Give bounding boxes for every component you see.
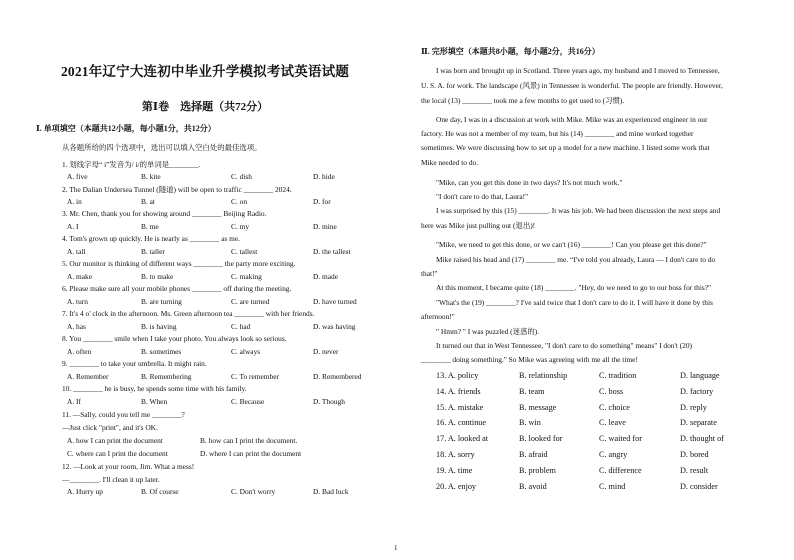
cloze-option: C. waited for xyxy=(599,434,642,444)
cloze-option: B. problem xyxy=(519,465,556,475)
passage-line: Mike raised his head and (17) ________ me. “I've told you already, Laura — I don't care to do xyxy=(436,254,716,264)
question-stem: 6. Please make sure all your mobile phones ________ off during the meeting. xyxy=(62,284,292,293)
cloze-option: 16. A. continue xyxy=(436,418,487,428)
option: D. the tallest xyxy=(313,247,351,256)
option: A. I xyxy=(67,222,79,231)
passage-line: "Mike, we need to get this done, or we can't (16) ________! Can you please get this done?" xyxy=(436,240,707,250)
option: B. how can I print the document. xyxy=(200,436,298,445)
option: C. on xyxy=(231,197,248,206)
option: D. made xyxy=(313,272,339,281)
passage-line: factory. He was not a member of my team, but his (14) ________ and mine worked together xyxy=(421,128,694,138)
cloze-option: D. consider xyxy=(680,481,718,491)
option: D. for xyxy=(313,197,331,206)
cloze-option: C. boss xyxy=(599,386,624,396)
cloze-option: B. avoid xyxy=(519,481,547,491)
cloze-option: C. difference xyxy=(599,465,642,475)
passage-line: the local (13) ________ took me a few months to get used to (习惯). xyxy=(421,95,625,105)
passage-line: It turned out that in West Tennessee, "I don't care to do something" means" I don't (20) xyxy=(436,340,693,350)
cloze-option: D. language xyxy=(680,371,720,380)
cloze-option: C. angry xyxy=(599,450,628,459)
option: B. taller xyxy=(141,247,165,256)
option: A. five xyxy=(67,172,88,181)
option: A. tall xyxy=(67,247,86,256)
option: B. sometimes xyxy=(141,347,182,356)
cloze-option: 18. A. sorry xyxy=(436,450,475,459)
option: D. mine xyxy=(313,222,337,231)
option: A. turn xyxy=(67,297,88,306)
question-stem: 3. Mr. Chen, thank you for showing around ________ Beijing Radio. xyxy=(62,209,267,218)
cloze-option: 14. A. friends xyxy=(436,386,481,396)
page-number: 1 xyxy=(394,544,398,552)
option: C. dish xyxy=(231,172,252,181)
cloze-option: D. reply xyxy=(680,402,707,412)
option: D. hide xyxy=(313,172,335,181)
passage-line: that!" xyxy=(421,269,438,278)
cloze-option: C. tradition xyxy=(599,371,637,380)
option: B. me xyxy=(141,222,159,231)
passage-line: here was Mike just pulling out (退出)! xyxy=(421,221,536,231)
option: B. kite xyxy=(141,172,161,181)
section1-heading: Ⅰ. 单项填空（本题共12小题，每小题1分，共12分） xyxy=(36,124,216,133)
option: C. my xyxy=(231,222,250,231)
option: D. Remembered xyxy=(313,372,362,381)
cloze-option: B. afraid xyxy=(519,450,548,459)
cloze-option: D. result xyxy=(680,465,709,475)
cloze-option: 20. A. enjoy xyxy=(436,481,477,491)
option: D. have turned xyxy=(313,297,357,306)
option: D. where I can print the document xyxy=(200,449,302,458)
cloze-option: C. mind xyxy=(599,481,626,491)
passage-line: "Mike, can you get this done in two days? It's not much work." xyxy=(436,177,623,187)
question-stem: 1. 划线字母“ i”发音为/ i/的单词是________. xyxy=(62,160,201,169)
option: B. Remembering xyxy=(141,372,192,381)
cloze-option: B. win xyxy=(519,418,541,428)
cloze-option: D. thought of xyxy=(680,434,724,444)
question-stem: 4. Tom's grown up quickly. He is nearly as ________ as me. xyxy=(62,234,240,243)
exam-title: 2021年辽宁大连初中毕业升学模拟考试英语试题 xyxy=(60,64,350,79)
passage-line: At this moment, I became quite (18) ________. "Hey, do we need to go to our boss for this?" xyxy=(436,283,712,293)
question-stem: 12. —Look at your room, Jim. What a mess! xyxy=(62,462,195,471)
option: C. tallest xyxy=(231,247,258,256)
question-reply: —________. I'll clean it up later. xyxy=(62,475,160,484)
question-stem: 8. You ________ smile when I take your photo. You always look so serious. xyxy=(62,334,287,343)
cloze-option: C. choice xyxy=(599,402,630,412)
cloze-option: B. relationship xyxy=(519,371,568,380)
passage-line: Mike needed to do. xyxy=(421,157,479,167)
option: A. often xyxy=(67,347,92,356)
passage-line: U. S. A. for work. The landscape (风景) in Tennessee is wonderful. The people are friendly. However, xyxy=(421,81,723,91)
option: A. in xyxy=(67,197,82,206)
question-stem: 5. Our monitor is thinking of different ways ________ the party more exciting. xyxy=(62,259,296,268)
option: A. how I can print the document xyxy=(67,436,163,445)
option: C. Don't worry xyxy=(231,487,276,496)
passage-line: "What's the (19) ________? I've said twice that I don't care to do it. I will have it done by this xyxy=(436,297,713,307)
passage-line: One day, I was in a discussion at work with Mike. Mike was an experienced engineer in our xyxy=(436,114,708,124)
option: C. had xyxy=(231,322,251,331)
option: A. has xyxy=(67,322,86,331)
option: C. where can I print the document xyxy=(67,449,168,458)
cloze-option: 15. A. mistake xyxy=(436,402,484,412)
option: B. to make xyxy=(141,272,174,281)
passage-line: ________ doing something." So Mike was agreeing with me all the time! xyxy=(421,354,638,364)
cloze-option: 13. A. policy xyxy=(436,371,479,380)
option: C. always xyxy=(231,347,261,356)
option: C. making xyxy=(231,272,262,281)
option: C. To remember xyxy=(231,372,279,381)
cloze-option: B. message xyxy=(519,402,557,412)
cloze-option: B. team xyxy=(519,386,545,396)
passage-line: sometimes. We were discussing how to set up a model for a new machine. I listed some work that xyxy=(421,143,710,153)
option: A. make xyxy=(67,272,93,281)
cloze-option: B. looked for xyxy=(519,434,563,444)
section2-heading: Ⅱ. 完形填空（本题共8小题，每小题2分，共16分） xyxy=(421,47,600,56)
option: D. Bad luck xyxy=(313,487,349,496)
question-stem: 11. —Sally, could you tell me ________? xyxy=(62,410,185,419)
option: A. If xyxy=(67,397,81,406)
question-reply: —Just click "print", and it's OK. xyxy=(62,423,158,432)
cloze-option: 17. A. looked at xyxy=(436,434,489,444)
passage-line: afternoon!" xyxy=(421,311,455,321)
passage-line: " Hmm? " I was puzzled (迷惑的). xyxy=(436,327,540,337)
cloze-option: 19. A. time xyxy=(436,465,473,475)
question-stem: 10. ________ he is busy, he spends some time with his family. xyxy=(62,384,247,393)
passage-line: "I don't care to do that, Laura!" xyxy=(436,191,529,201)
option: A. Hurry up xyxy=(67,487,103,496)
section1-instruction: 从各题所给的四个选项中，选出可以填入空白处的最佳选项。 xyxy=(62,143,262,152)
cloze-option: D. bored xyxy=(680,450,709,459)
passage-line: I was born and brought up in Scotland. Three years ago, my husband and I moved to Tennessee, xyxy=(436,66,720,75)
option: B. is having xyxy=(141,322,177,331)
question-stem: 9. ________ to take your umbrella. It might rain. xyxy=(62,359,207,368)
option: B. Of course xyxy=(141,487,179,496)
option: D. never xyxy=(313,347,339,356)
option: B. at xyxy=(141,197,155,206)
option: D. was having xyxy=(313,322,356,331)
option: B. are turning xyxy=(141,297,182,306)
option: C. are turned xyxy=(231,297,270,306)
option: D. Though xyxy=(313,397,345,406)
cloze-option: C. leave xyxy=(599,418,626,428)
option: C. Because xyxy=(231,397,265,406)
cloze-option: D. factory xyxy=(680,386,714,396)
option: B. When xyxy=(141,397,168,406)
passage-line: I was surprised by this (15) ________. It was his job. We had been discussion the next steps and xyxy=(436,206,721,216)
question-stem: 7. It's 4 o' clock in the afternoon. Ms. Green afternoon tea ________ with her friends. xyxy=(62,309,315,318)
question-stem: 2. The Dalian Undersea Tunnel (隧道) will be open to traffic ________ 2024. xyxy=(62,185,292,194)
option: A. Remember xyxy=(67,372,109,381)
cloze-option: D. separate xyxy=(680,418,717,428)
part-title: 第Ⅰ卷 选择题（共72分） xyxy=(141,101,269,113)
